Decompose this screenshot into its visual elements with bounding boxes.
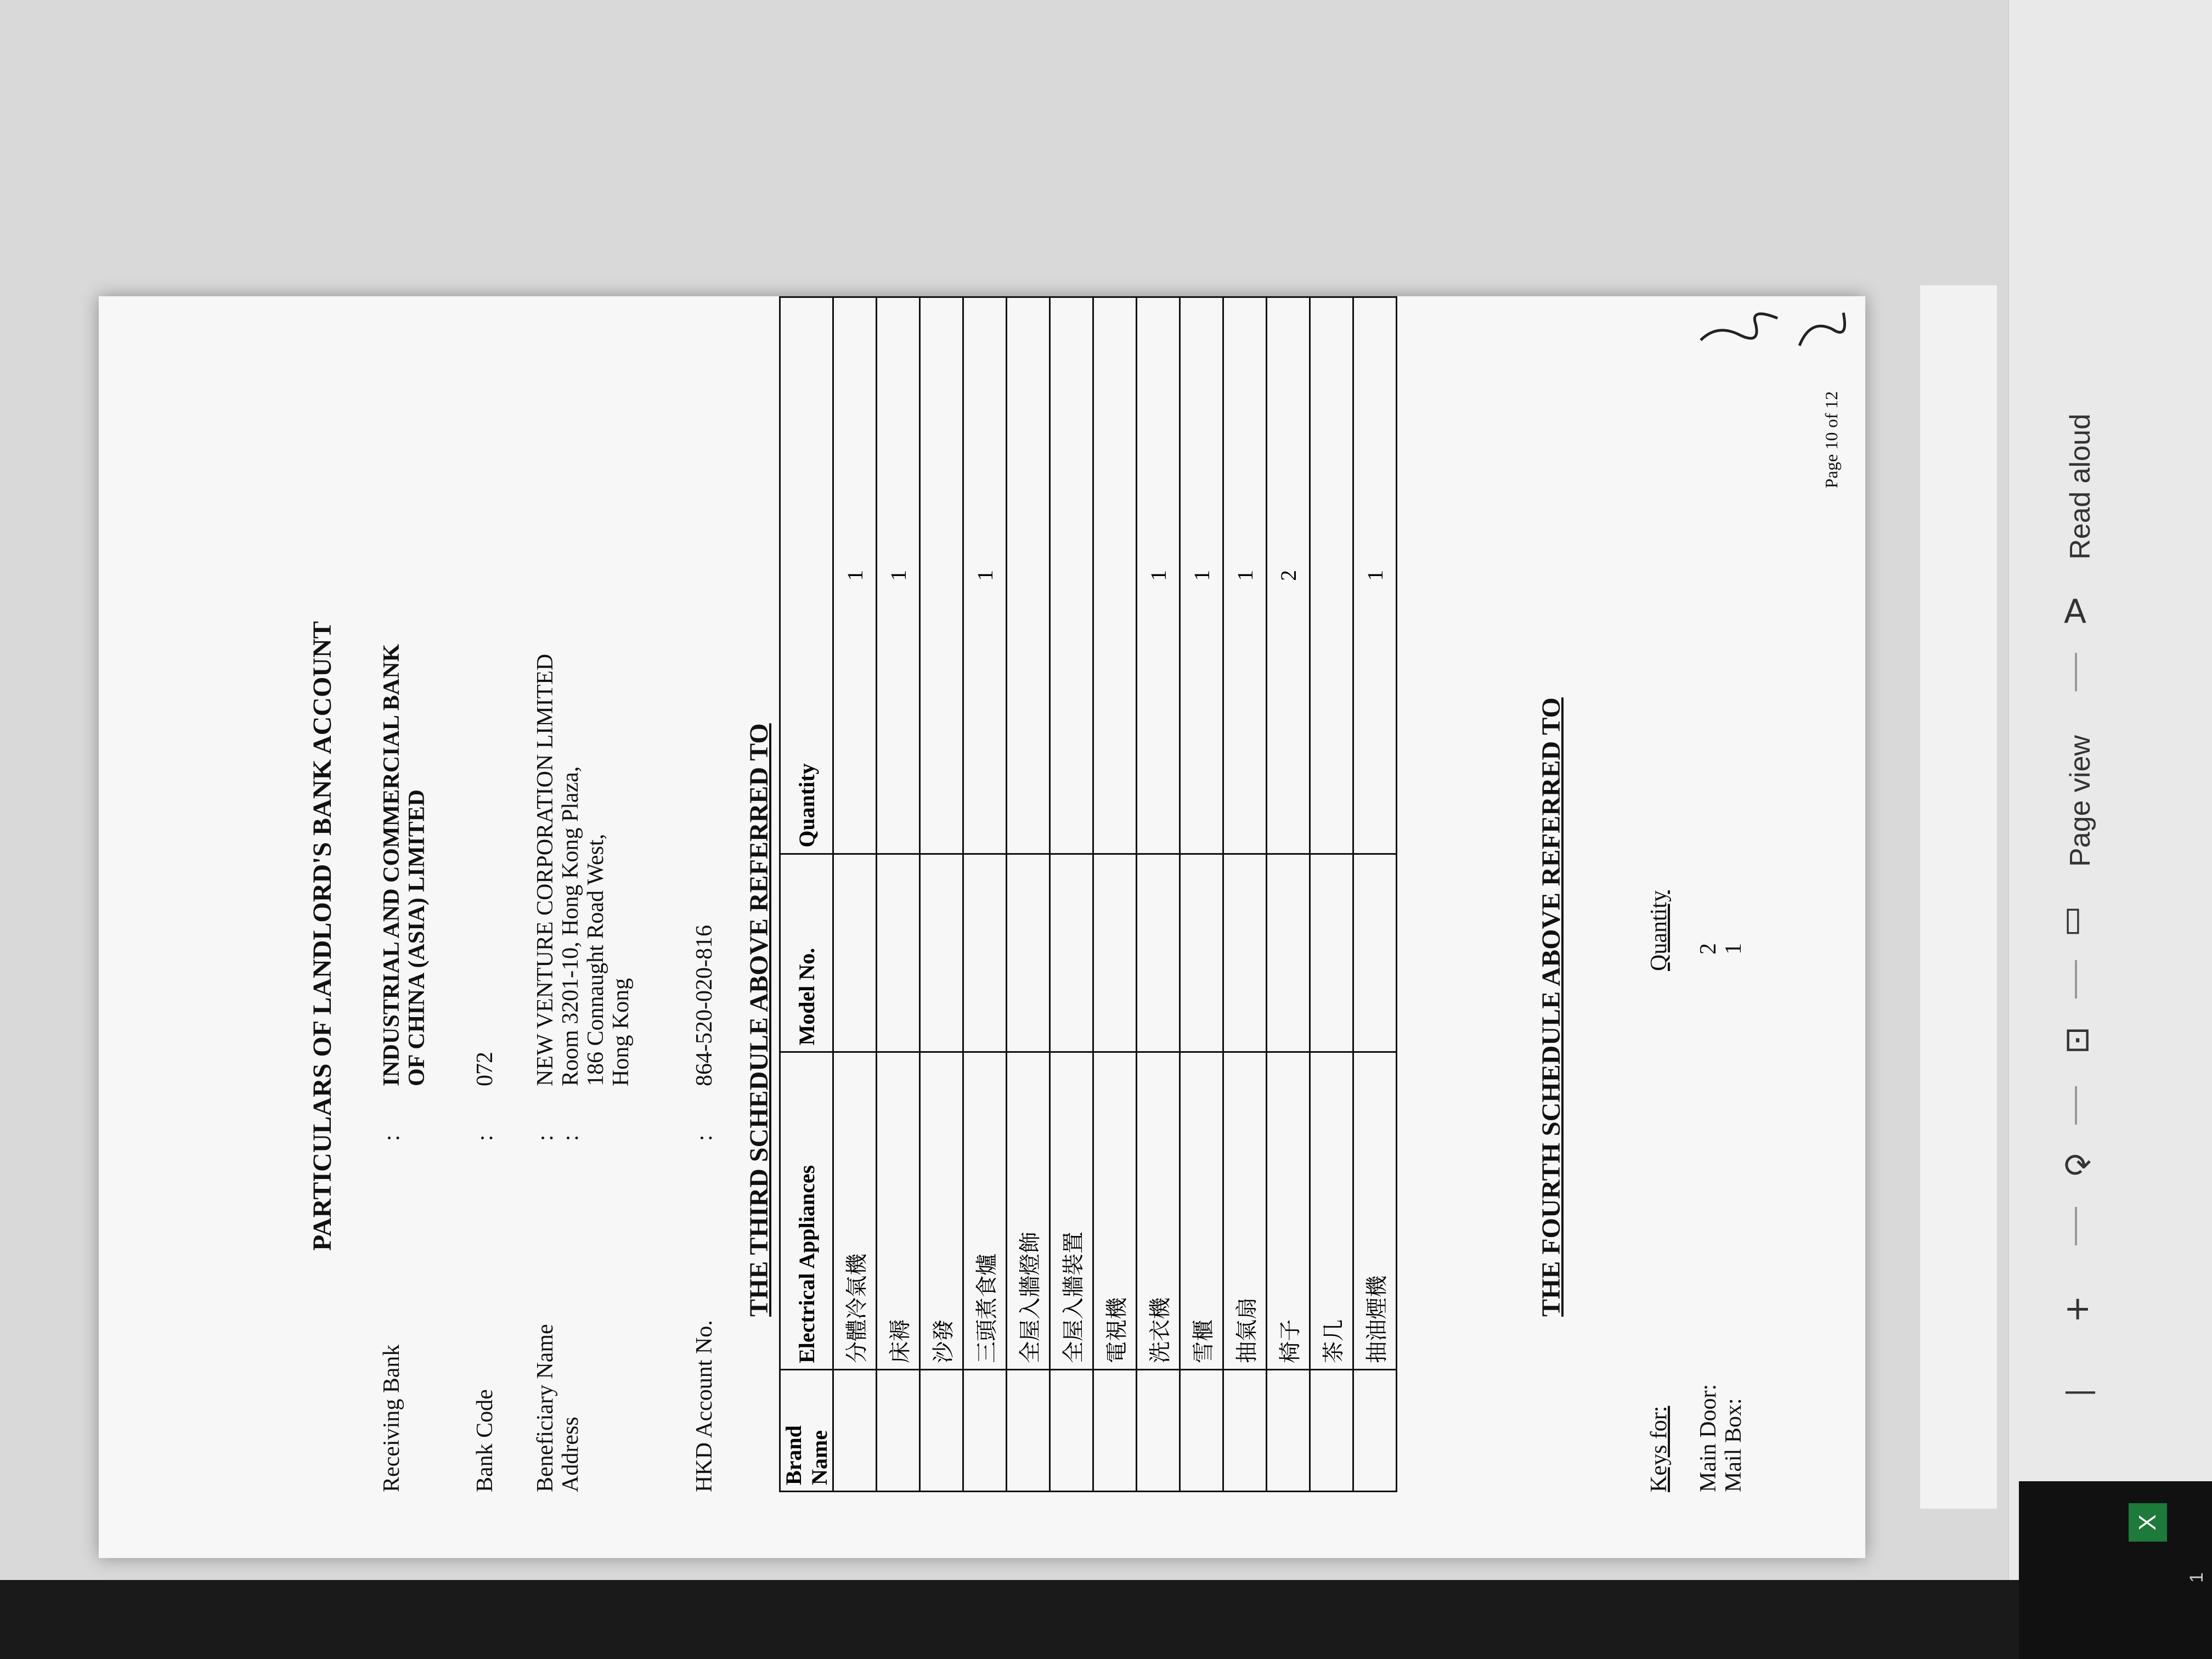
appliance-cell: 電視機: [1093, 1052, 1137, 1369]
model-no-cell: [1353, 854, 1397, 1052]
read-aloud-button[interactable]: Read aloud: [2064, 414, 2096, 560]
edge-badge: 1: [2186, 1572, 2207, 1583]
rotate-icon[interactable]: ⟳: [2064, 1147, 2092, 1185]
keys-for-heading: Keys for:: [1646, 1406, 1672, 1492]
brand-name-header: Brand Name: [780, 1369, 833, 1491]
bank-code-label: Bank Code: [472, 1389, 498, 1492]
quantity-cell: 1: [877, 297, 920, 854]
appliance-cell: 洗衣機: [1137, 1052, 1180, 1369]
fourth-schedule-title: THE FOURTH SCHEDULE ABOVE REFERRED TO: [1537, 697, 1566, 1317]
hkd-account-label: HKD Account No.: [692, 1320, 717, 1492]
hkd-account-colon: :: [692, 1135, 717, 1141]
quantity-cell: 1: [1223, 297, 1267, 854]
receiving-bank-label: Receiving Bank: [379, 1344, 404, 1492]
appliance-cell: 雪櫃: [1180, 1052, 1223, 1369]
appliance-cell: 分體冷氣機: [833, 1052, 877, 1369]
brand-name-cell: [1267, 1369, 1310, 1491]
appliance-cell: 茶几: [1310, 1052, 1353, 1369]
table-header-row: [780, 297, 833, 1492]
table-row: [877, 297, 920, 1492]
table-row: [1223, 297, 1267, 1492]
table-row: [1180, 297, 1223, 1492]
address-label: Address: [558, 1417, 583, 1492]
document-viewport[interactable]: [99, 55, 1909, 1558]
read-aloud-icon[interactable]: A: [2064, 592, 2087, 631]
quantity-cell: 1: [1353, 297, 1397, 854]
address-line-3: Hong Kong: [608, 978, 634, 1086]
quantity-heading: Quantity: [1646, 890, 1672, 971]
quantity-cell: [1310, 297, 1353, 854]
address-line-1: Room 3201-10, Hong Kong Plaza,: [558, 766, 583, 1086]
mail-box-qty: 1: [1721, 943, 1746, 955]
taskbar: [0, 1580, 2019, 1659]
page-heading: PARTICULARS OF LANDLORD'S BANK ACCOUNT: [308, 621, 337, 1251]
brand-name-cell: [1050, 1369, 1093, 1491]
brand-name-cell: [833, 1369, 877, 1491]
table-row: [833, 297, 877, 1492]
brand-name-cell: [1223, 1369, 1267, 1491]
table-row: [1310, 297, 1353, 1492]
quantity-header: Quantity: [780, 297, 833, 854]
table-row: [963, 297, 1007, 1492]
table-row: [1353, 297, 1397, 1492]
model-no-cell: [1093, 854, 1137, 1052]
monitor-bezel: [2019, 1481, 2212, 1659]
model-no-cell: [963, 854, 1007, 1052]
fit-page-icon[interactable]: ⊡: [2064, 1020, 2092, 1059]
model-no-cell: [1137, 854, 1180, 1052]
bank-code-colon: :: [472, 1135, 498, 1141]
hkd-account-value: 864-520-020-816: [692, 925, 717, 1086]
toolbar-divider: [2075, 1207, 2077, 1245]
table-row: [1007, 297, 1050, 1492]
appliances-table: [779, 296, 1397, 1492]
toolbar-divider: [2075, 960, 2077, 998]
appliance-cell: 抽氣扇: [1223, 1052, 1267, 1369]
model-no-header: Model No.: [780, 854, 833, 1052]
table-row: [1267, 297, 1310, 1492]
model-no-cell: [1267, 854, 1310, 1052]
zoom-out-icon[interactable]: —: [2064, 1372, 2097, 1410]
quantity-cell: 1: [1137, 297, 1180, 854]
beneficiary-colon: :: [533, 1135, 558, 1141]
model-no-cell: [877, 854, 920, 1052]
table-row: [1093, 297, 1137, 1492]
main-door-label: Main Door:: [1696, 1384, 1721, 1492]
model-no-cell: [1180, 854, 1223, 1052]
page-view-button[interactable]: Page view: [2064, 735, 2096, 867]
main-door-qty: 2: [1696, 943, 1721, 955]
brand-name-cell: [1353, 1369, 1397, 1491]
brand-name-cell: [920, 1369, 963, 1491]
beneficiary-name-label: Beneficiary Name: [533, 1324, 558, 1492]
next-page-edge: [1920, 285, 1997, 1509]
page-number: Page 10 of 12: [1821, 391, 1841, 488]
toolbar-divider: [2075, 653, 2077, 691]
model-no-cell: [920, 854, 963, 1052]
quantity-cell: [1093, 297, 1137, 854]
appliance-cell: 椅子: [1267, 1052, 1310, 1369]
table-row: [920, 297, 963, 1492]
brand-name-cell: [877, 1369, 920, 1491]
bank-code-value: 072: [472, 1052, 498, 1086]
appliance-cell: 全屋入牆裝置: [1050, 1052, 1093, 1369]
quantity-cell: [1050, 297, 1093, 854]
brand-name-cell: [1093, 1369, 1137, 1491]
appliance-cell: 抽油煙機: [1353, 1052, 1397, 1369]
receiving-bank-line-1: INDUSTRIAL AND COMMERCIAL BANK: [379, 644, 404, 1086]
model-no-cell: [1223, 854, 1267, 1052]
brand-name-cell: [1007, 1369, 1050, 1491]
quantity-cell: 1: [1180, 297, 1223, 854]
third-schedule-title: THE THIRD SCHEDULE ABOVE REFERRED TO: [744, 723, 774, 1317]
model-no-cell: [1007, 854, 1050, 1052]
brand-name-cell: [1137, 1369, 1180, 1491]
document-page: [99, 296, 1865, 1558]
address-colon: :: [558, 1135, 583, 1141]
quantity-cell: 2: [1267, 297, 1310, 854]
appliance-cell: 床褥: [877, 1052, 920, 1369]
model-no-cell: [833, 854, 877, 1052]
zoom-in-icon[interactable]: +: [2064, 1289, 2092, 1328]
receiving-bank-line-2: OF CHINA (ASIA) LIMITED: [404, 789, 430, 1086]
toolbar-divider: [2075, 1086, 2077, 1125]
appliance-cell: 沙發: [920, 1052, 963, 1369]
brand-name-cell: [1180, 1369, 1223, 1491]
excel-taskbar-icon[interactable]: X: [2129, 1503, 2167, 1542]
appliance-cell: 全屋入牆燈飾: [1007, 1052, 1050, 1369]
handwritten-initials: [1690, 296, 1854, 362]
receiving-bank-colon: :: [379, 1135, 404, 1141]
viewer-toolbar: [2008, 0, 2212, 1659]
table-row: [1050, 297, 1093, 1492]
model-no-cell: [1050, 854, 1093, 1052]
brand-name-cell: [963, 1369, 1007, 1491]
quantity-cell: [1007, 297, 1050, 854]
beneficiary-line-1: NEW VENTURE CORPORATION LIMITED: [533, 653, 558, 1086]
mail-box-label: Mail Box:: [1721, 1398, 1746, 1492]
quantity-cell: 1: [833, 297, 877, 854]
appliance-cell: 三頭煮食爐: [963, 1052, 1007, 1369]
brand-name-cell: [1310, 1369, 1353, 1491]
quantity-cell: [920, 297, 963, 854]
electrical-appliances-header: Electrical Appliances: [780, 1052, 833, 1369]
address-line-2: 186 Connaught Road West,: [583, 833, 608, 1086]
quantity-cell: 1: [963, 297, 1007, 854]
page-view-icon[interactable]: ▯: [2064, 900, 2083, 938]
model-no-cell: [1310, 854, 1353, 1052]
table-row: [1137, 297, 1180, 1492]
